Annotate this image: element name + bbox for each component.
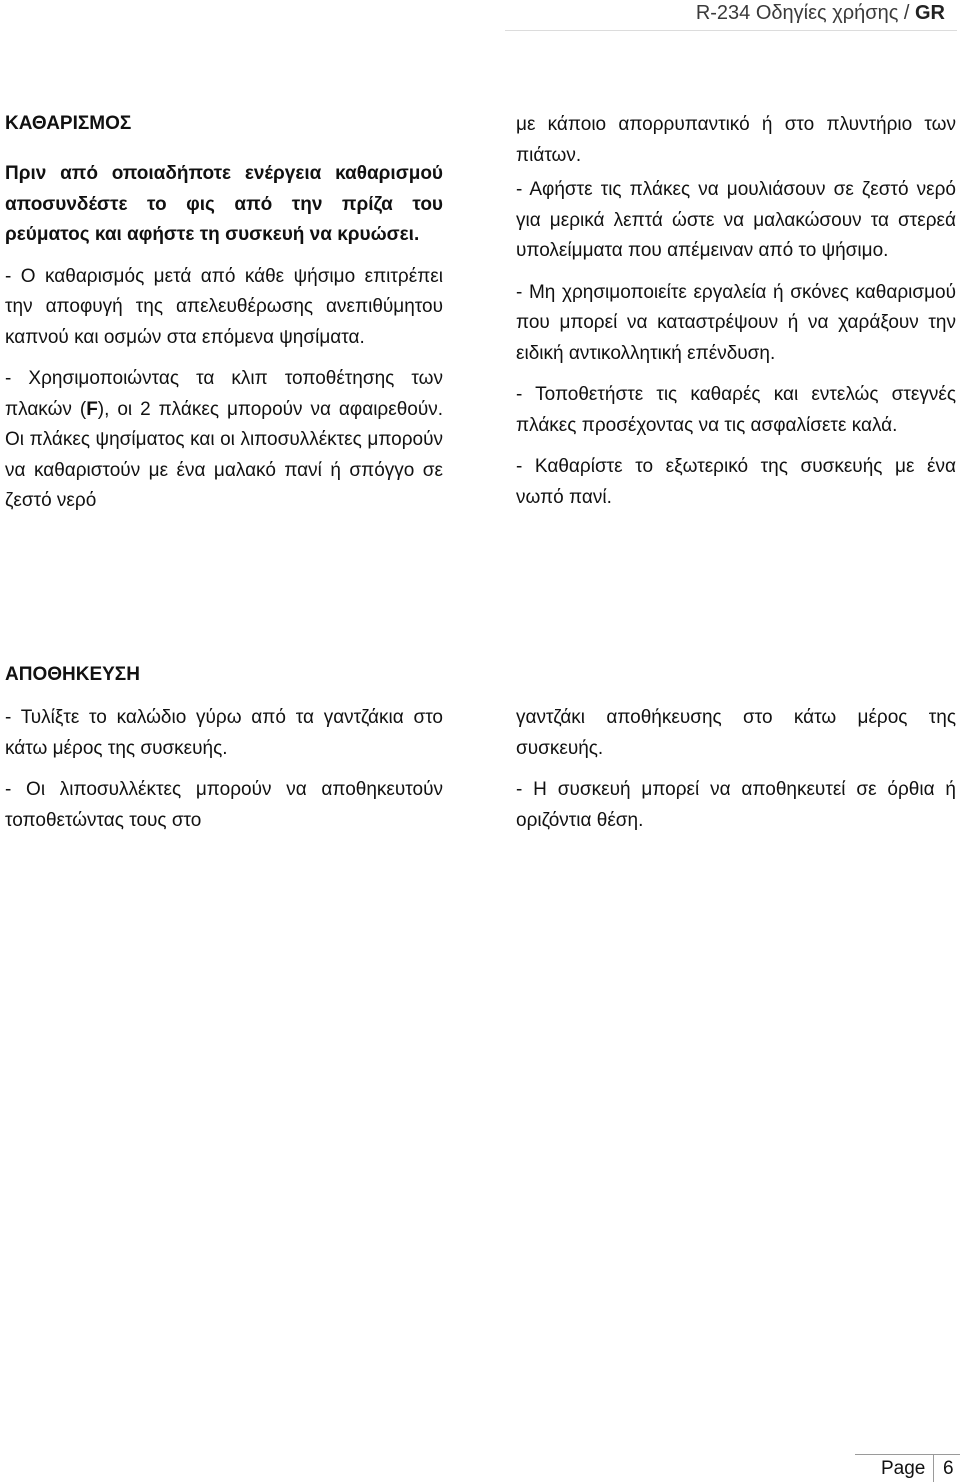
cleaning-paragraph-2-start: - Χρησιμοποιώντας τα κλιπ τοποθέτησης των πλακών ( (5, 368, 443, 420)
cleaning-left-column (5, 159, 443, 517)
cleaning-paragraph-2-continued: με κάποιο απορρυπαντικό ή στο πλυντήριο των πιάτων. (516, 114, 956, 166)
cleaning-paragraph-6: - Καθαρίστε το εξωτερικό της συσκευής με ένα νωπό πανί. (516, 456, 956, 508)
storage-right-column (516, 703, 956, 836)
cleaning-heading: ΚΑΘΑΡΙΣΜΟΣ (5, 113, 132, 134)
storage-left-column (5, 703, 443, 836)
storage-paragraph-2: - Οι λιποσυλλέκτες μπορούν να αποθηκευτούν τοποθετώντας τους στο (5, 779, 443, 831)
storage-heading: ΑΠΟΘΗΚΕΥΣΗ (5, 664, 140, 685)
cleaning-paragraph-2-end: ), οι 2 πλάκες μπορούν να αφαιρεθούν. Οι πλάκες ψησίματος και οι λιποσυλλέκτες μπορούν να καθαριστούν με ένα μαλακό πανί ή σπόγγο σε ζεστό νερό (5, 398, 444, 511)
header-language: GR (915, 2, 945, 24)
cleaning-paragraph-3: - Αφήστε τις πλάκες να μουλιάσουν σε ζεστό νερό για μερικά λεπτά ώστε να μαλακώσουν τα στερεά υπολείμματα που απέμειναν από το ψήσιμο. (516, 179, 956, 261)
page-header (505, 0, 957, 31)
header-title (696, 2, 945, 25)
cleaning-paragraph-1: - Ο καθαρισμός μετά από κάθε ψήσιμο επιτρέπει την αποφυγή της απελευθέρωσης ανεπιθύμητου καπνού και οσμών στα επόμενα ψησίματα. (5, 265, 443, 348)
page-footer (855, 1454, 960, 1482)
cleaning-paragraph-5: - Τοποθετήστε τις καθαρές και εντελώς στεγνές πλάκες προσέχοντας να τις ασφαλίσετε καλά. (516, 384, 956, 436)
cleaning-paragraph-2 (5, 364, 443, 517)
page-label: Page (881, 1458, 926, 1479)
page-number: 6 (943, 1458, 954, 1479)
cleaning-right-column (516, 110, 956, 513)
cleaning-warning: Πριν από οποιαδήποτε ενέργεια καθαρισμού αποσυνδέστε το φις από την πρίζα του ρεύματος και αφήστε τη συσκευή να κρυώσει. (5, 163, 443, 245)
header-doc-title: R-234 Οδηγίες χρήσης / (695, 2, 915, 24)
storage-paragraph-3: - Η συσκευή μπορεί να αποθηκευτεί σε όρθια ή οριζόντια θέση. (516, 779, 956, 831)
page-separator (933, 1455, 934, 1482)
storage-paragraph-1: - Τυλίξτε το καλώδιο γύρω από τα γαντζάκια στο κάτω μέρος της συσκευής. (5, 707, 443, 759)
part-letter-f: F (86, 398, 98, 420)
cleaning-paragraph-4: - Μη χρησιμοποιείτε εργαλεία ή σκόνες καθαρισμού που μπορεί να καταστρέψουν ή να χαράξουν την ειδική αντικολλητική επένδυση. (516, 281, 956, 364)
storage-paragraph-2-continued: γαντζάκι αποθήκευσης στο κάτω μέρος της συσκευής. (516, 707, 956, 759)
